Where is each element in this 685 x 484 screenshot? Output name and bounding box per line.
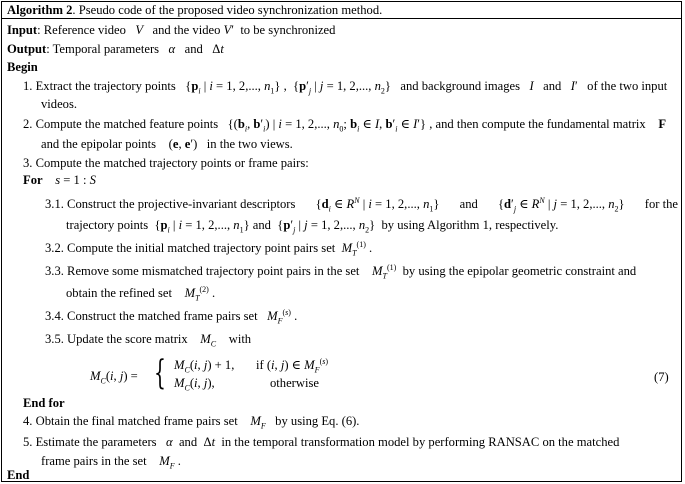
step-1-text-c: and bbox=[543, 79, 562, 93]
step-5-text-c: in the temporal transformation model by performing RANSAC on the matched bbox=[221, 435, 620, 449]
step-1-line-1: 1. Extract the trajectory points {$p_i$ | i = 1, 2,..., $n_1$} , {$p'_j$ | j = 1, 2,..., $n_2$} and background images I and I′ of the two input bbox=[23, 79, 668, 96]
step-3-5-text: 3.5. Update the score matrix bbox=[45, 332, 188, 346]
step-3-1-text-a: 3.1. Construct the projective-invariant descriptors bbox=[45, 197, 296, 211]
step-1-text-d: of the two input bbox=[587, 79, 668, 93]
step-5-text-a: 5. Estimate the parameters bbox=[23, 435, 157, 449]
step-2-line-2: and the epipolar points (e, e′) in the two views. bbox=[41, 137, 293, 151]
end-for-label: End for bbox=[23, 396, 65, 410]
caption-label: Algorithm 2 bbox=[7, 3, 73, 17]
for-line: For s = 1 : S bbox=[23, 173, 96, 187]
step-4-text-b: by using Eq. (6). bbox=[275, 414, 360, 428]
begin-label: Begin bbox=[7, 60, 38, 74]
step-1-text-b: and background images bbox=[400, 79, 521, 93]
step-3-3-text-a: 3.3. Remove some mismatched trajectory point pairs in the set bbox=[45, 264, 360, 278]
step-3-1-text-f: by using Algorithm 1, respectively. bbox=[381, 218, 559, 232]
step-5-line-2: frame pairs in the set $M_F$ . bbox=[41, 454, 181, 471]
input-label: Input bbox=[7, 23, 38, 37]
step-3-1-text-d: trajectory points bbox=[66, 218, 149, 232]
step-3-2-line: 3.2. Compute the initial matched trajectory point pairs set $M_T^{(1)}$ . bbox=[45, 239, 373, 258]
step-2-text-d: in the two views. bbox=[206, 137, 293, 151]
step-5-text-b: and bbox=[178, 435, 198, 449]
step-2-text-b: , and then compute the fundamental matrix bbox=[429, 117, 646, 131]
step-3-5-line: 3.5. Update the score matrix $M_C$ with bbox=[45, 332, 252, 349]
step-1-line-2: videos. bbox=[41, 97, 78, 111]
equation-otherwise: otherwise bbox=[270, 376, 319, 390]
step-4-line: 4. Obtain the final matched frame pairs set $M_F$ by using Eq. (6). bbox=[23, 414, 360, 431]
end-label: End bbox=[7, 468, 30, 482]
step-3-3-text-c: obtain the refined set bbox=[66, 286, 172, 300]
output-label: Output bbox=[7, 42, 47, 56]
step-5-line-1: 5. Estimate the parameters α and Δt in the temporal transformation model by performing RANSAC on the matched bbox=[23, 435, 620, 449]
step-2-line-1: 2. Compute the matched feature points {($b_i$, $b'_i$) | i = 1, 2,..., $n_0$; $b_i$ ∈ I, $b'_i$ ∈ I′} , and then compute the fundamental matrix F bbox=[23, 117, 667, 134]
step-3-3-line-2: obtain the refined set $M_T^{(2)}$ . bbox=[66, 284, 216, 303]
equation-brace: { bbox=[154, 353, 166, 393]
output-text: : Temporal parameters bbox=[46, 42, 160, 56]
step-3-2-text: 3.2. Compute the initial matched trajectory point pairs set bbox=[45, 241, 336, 255]
step-2-text-a: 2. Compute the matched feature points bbox=[23, 117, 219, 131]
step-3-1-text-c: for the bbox=[644, 197, 678, 211]
output-line: Output: Temporal parameters α and Δt bbox=[7, 42, 224, 56]
input-text: : Reference video bbox=[37, 23, 126, 37]
output-and: and bbox=[184, 42, 203, 56]
for-label: For bbox=[23, 173, 43, 187]
input-and: and the video bbox=[152, 23, 221, 37]
input-tail: to be synchronized bbox=[240, 23, 336, 37]
step-3-1-text-b: and bbox=[459, 197, 478, 211]
step-3-3-line-1: 3.3. Remove some mismatched trajectory point pairs in the set $M_T^{(1)}$ by using the epipolar geometric constraint and bbox=[45, 262, 637, 281]
algorithm-caption bbox=[2, 2, 681, 19]
equation-if: if bbox=[256, 358, 264, 372]
step-3-3-text-b: by using the epipolar geometric constraint and bbox=[402, 264, 637, 278]
equation-number: (7) bbox=[654, 370, 669, 384]
step-1-text-a: 1. Extract the trajectory points bbox=[23, 79, 176, 93]
step-3-5-with: with bbox=[228, 332, 252, 346]
step-2-text-c: and the epipolar points bbox=[41, 137, 157, 151]
step-5-text-d: frame pairs in the set bbox=[41, 454, 147, 468]
algorithm-box: Algorithm 2. Pseudo code of the proposed video synchronization method. Input: Reference video V and the video V′ to be synchronized Output: Temporal parameters α and Δt Begin 1. Extract the trajectory points {$p_i$ | i = 1, 2,..., $n_1$} , {$p'_j$ | j = 1, 2,..., $n_2$} and background images I and I′ of the two input videos. 2. Compute the matched feature points {($b_i$, $b'_i$) | i = 1, 2,..., $n_0$; $b_i$ ∈ I, $b'_i$ ∈ I′} , and then compute the fundamental matrix F and the epipolar points (e, e′) in the two views. 3. Compute the matched trajectory points or frame pairs: For s = 1 : S 3.1. Construct the projective-invariant descriptors {$d_i$ ∈ $R^N$ | i = 1, 2,..., $n_1$} and {$d'_j$ ∈ $R^N$ | j = 1, 2,..., $n_2$} for the trajectory points {$p_i$ | i = 1, 2,..., $n_1$} and {$p'_j$ | j = 1, 2,..., $n_2$} by using Algorithm 1, respectively. 3.2. Compute the initial matched trajectory point pairs set $M_T^{(1)}$ . 3.3. Remove some mismatched trajectory point pairs in the set $M_T^{(1)}$ by using the epipolar geometric constraint and obtain the refined set $M_T^{(2)}$ . 3.4. Construct the matched frame pairs set $M_F^{(s)}$ . 3.5. Update the score matrix $M_C$ with $M_C(i$, j) = { $M_C(i$, j) + 1, $M_C(i$, j), if (i, j) ∈ $M_F^{(s)}$ otherwise (7) End for 4. Obtain the final matched frame pairs set $M_F$ by using Eq. (6). 5. Estimate the parameters α and Δt in the temporal transformation model by performing RANSAC on the matched frame pairs in the set $M_F$ . End bbox=[1, 1, 682, 482]
step-3-1-text-e: and bbox=[252, 218, 271, 232]
caption-text: . Pseudo code of the proposed video synchronization method. bbox=[72, 3, 383, 17]
input-line: Input: Reference video V and the video V′ to be synchronized bbox=[7, 23, 336, 37]
step-3-4-line: 3.4. Construct the matched frame pairs set $M_F^{(s)}$ . bbox=[45, 307, 298, 326]
step-3-4-text: 3.4. Construct the matched frame pairs set bbox=[45, 309, 258, 323]
step-3-1-line-1: 3.1. Construct the projective-invariant descriptors {$d_i$ ∈ $R^N$ | i = 1, 2,..., $n_1$} and {$d'_j$ ∈ $R^N$ | j = 1, 2,..., $n_2$} for the bbox=[45, 195, 678, 214]
step-4-text-a: 4. Obtain the final matched frame pairs set bbox=[23, 414, 238, 428]
step-3-line: 3. Compute the matched trajectory points or frame pairs: bbox=[23, 156, 309, 170]
step-3-1-line-2: trajectory points {$p_i$ | i = 1, 2,..., $n_1$} and {$p'_j$ | j = 1, 2,..., $n_2$} by using Algorithm 1, respectively. bbox=[66, 218, 559, 235]
